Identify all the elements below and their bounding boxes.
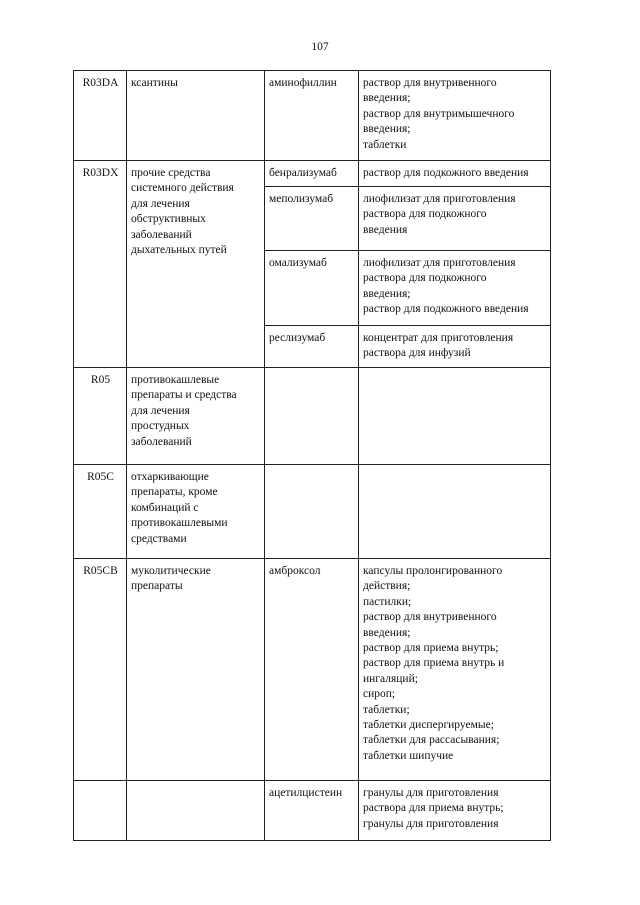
cell-text-line: средствами — [131, 532, 187, 545]
cell-text-line: муколитические — [131, 565, 211, 577]
cell-text-line: введения; — [363, 92, 411, 105]
cell-text-line: ацетилцистеин — [269, 787, 343, 799]
cell-text-line: раствор для подкожного введения — [363, 167, 529, 179]
dosage-forms-cell — [359, 71, 551, 161]
drug-name-cell — [265, 187, 359, 251]
cell-text-line: раствора для подкожного — [363, 208, 487, 221]
cell-text-line: действия; — [363, 580, 411, 593]
drug-name-cell — [265, 161, 359, 187]
cell-text-line: раствор для приема внутрь; — [363, 642, 499, 655]
cell-text-line: раствор для подкожного введения — [363, 303, 529, 316]
drug-table — [73, 70, 551, 841]
cell-text-line: дыхательных путей — [131, 244, 227, 257]
cell-text-line: введения; — [363, 123, 411, 136]
cell-text-line: отхаркивающие — [131, 471, 209, 483]
dosage-forms-cell — [359, 781, 551, 841]
cell-text-line: сироп; — [363, 688, 396, 701]
dosage-forms-cell — [359, 465, 551, 559]
table-row-r05cb — [74, 559, 551, 781]
cell-text-line: для лечения — [131, 404, 190, 417]
cell-text-line: реслизумаб — [269, 332, 326, 344]
cell-text-line: введения; — [363, 626, 411, 639]
cell-text-line: гранулы для приготовления — [363, 787, 499, 799]
dosage-forms-cell — [359, 326, 551, 368]
cell-text-line: бенрализумаб — [269, 167, 337, 179]
cell-text-line: ксантины — [131, 77, 178, 89]
drug-name-cell — [265, 71, 359, 161]
cell-text-line: раствора для подкожного — [363, 272, 487, 285]
cell-text-line: препараты, кроме — [131, 486, 218, 499]
cell-text-line: пастилки; — [363, 595, 412, 608]
cell-text-line: введения; — [363, 287, 411, 300]
atc-code-cell: R03DA — [74, 71, 127, 161]
cell-text-line: введения — [363, 223, 408, 236]
cell-text-line: препараты и средства — [131, 389, 237, 402]
cell-text-line: меполизумаб — [269, 193, 334, 205]
atc-group-cell — [127, 71, 265, 161]
atc-code-cell: R03DX — [74, 161, 127, 368]
cell-text-line: раствора для приема внутрь; — [363, 802, 504, 815]
cell-text-line: заболеваний — [131, 435, 192, 448]
cell-text-line: капсулы пролонгированного — [363, 565, 503, 577]
cell-text-line: прочие средства — [131, 167, 211, 179]
cell-text-line: омализумаб — [269, 257, 327, 269]
cell-text-line: обструктивных — [131, 213, 206, 226]
dosage-forms-cell — [359, 559, 551, 781]
cell-text-line: системного действия — [131, 182, 234, 195]
dosage-forms-cell — [359, 187, 551, 251]
atc-code-cell: R05C — [74, 465, 127, 559]
cell-text-line: аминофиллин — [269, 77, 337, 89]
table-row-r05 — [74, 368, 551, 465]
atc-group-cell — [127, 161, 265, 368]
cell-text-line: таблетки; — [363, 703, 410, 716]
atc-group-cell — [127, 368, 265, 465]
cell-text-line: таблетки — [363, 138, 407, 151]
atc-group-cell — [127, 559, 265, 781]
cell-text-line: противокашлевыми — [131, 517, 228, 530]
cell-text-line: таблетки диспергируемые; — [363, 719, 494, 732]
cell-text-line: концентрат для приготовления — [363, 332, 514, 344]
cell-text-line: раствор для приема внутрь и — [363, 657, 505, 670]
atc-code-cell — [74, 781, 127, 841]
dosage-forms-cell — [359, 161, 551, 187]
atc-code-cell: R05 — [74, 368, 127, 465]
cell-text-line: раствор для внутривенного — [363, 611, 497, 624]
table-row-r03da — [74, 71, 551, 161]
cell-text-line: раствор для внутривенного — [363, 77, 497, 89]
page-number: 107 — [311, 41, 329, 53]
drug-name-cell — [265, 465, 359, 559]
cell-text-line: таблетки для рассасывания; — [363, 734, 500, 747]
cell-text-line: для лечения — [131, 197, 190, 210]
cell-text-line: препараты — [131, 580, 183, 593]
drug-name-cell — [265, 559, 359, 781]
cell-text-line: заболеваний — [131, 228, 192, 241]
atc-group-cell — [127, 781, 265, 841]
cell-text-line: лиофилизат для приготовления — [363, 193, 516, 205]
drug-name-cell — [265, 251, 359, 326]
cell-text-line: амброксол — [269, 565, 321, 577]
drug-name-cell — [265, 368, 359, 465]
cell-text-line: гранулы для приготовления — [363, 817, 499, 830]
cell-text-line: раствора для инфузий — [363, 347, 471, 360]
cell-text-line: лиофилизат для приготовления — [363, 257, 516, 269]
atc-code-cell: R05CB — [74, 559, 127, 781]
dosage-forms-cell — [359, 368, 551, 465]
table-row-r03dx — [74, 161, 551, 187]
cell-text-line: противокашлевые — [131, 374, 220, 386]
table-row-acetylcysteine — [74, 781, 551, 841]
cell-text-line: простудных — [131, 420, 190, 433]
cell-text-line: комбинаций с — [131, 501, 199, 514]
drug-name-cell — [265, 326, 359, 368]
cell-text-line: таблетки шипучие — [363, 749, 454, 762]
cell-text-line: раствор для внутримышечного — [363, 107, 515, 120]
drug-name-cell — [265, 781, 359, 841]
dosage-forms-cell — [359, 251, 551, 326]
cell-text-line: ингаляций; — [363, 672, 418, 685]
table-row-r05c — [74, 465, 551, 559]
atc-group-cell — [127, 465, 265, 559]
